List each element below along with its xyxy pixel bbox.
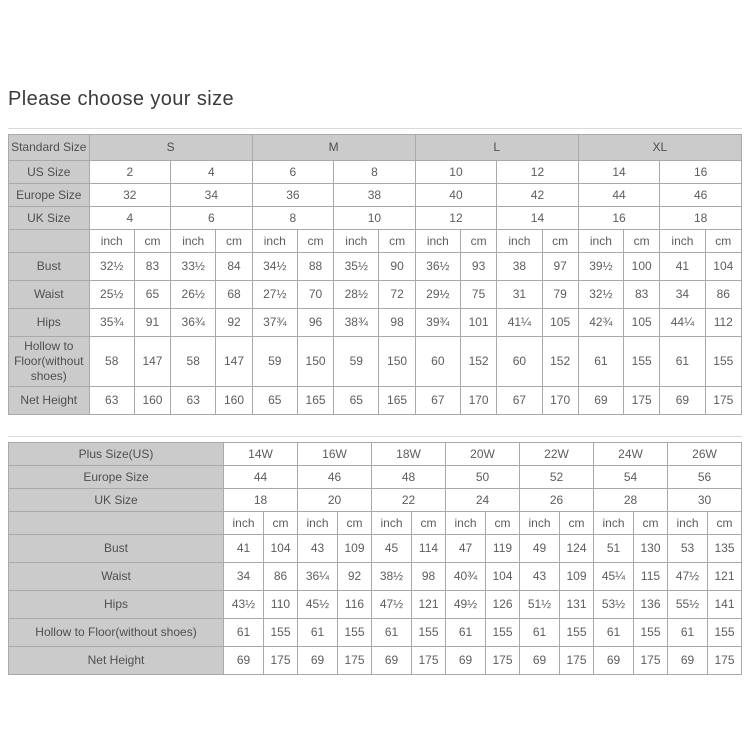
measurement-value-cell: 61 — [594, 619, 634, 647]
measurement-value-cell: 109 — [338, 535, 372, 563]
table-row — [9, 591, 742, 619]
size-value-cell: 18 — [660, 207, 742, 230]
measurement-value-cell: 98 — [412, 563, 446, 591]
measurement-value-cell: 69 — [520, 647, 560, 675]
size-value-cell: 14W — [224, 443, 298, 466]
divider-line — [8, 436, 742, 437]
size-value-cell: 18 — [224, 489, 298, 512]
measurement-value-cell: 175 — [338, 647, 372, 675]
measurement-label-cell: Net Height — [9, 387, 90, 415]
measurement-value-cell: 59 — [334, 337, 379, 387]
measurement-value-cell: 112 — [705, 309, 741, 337]
measurement-value-cell: 28½ — [334, 281, 379, 309]
measurement-value-cell: 79 — [542, 281, 578, 309]
measurement-value-cell: 130 — [634, 535, 668, 563]
size-value-cell: 18W — [372, 443, 446, 466]
measurement-value-cell: 34½ — [252, 253, 297, 281]
measurement-value-cell: 175 — [705, 387, 741, 415]
measurement-value-cell: 59 — [252, 337, 297, 387]
unit-cm-cell: cm — [264, 512, 298, 535]
measurement-value-cell: 170 — [542, 387, 578, 415]
measurement-value-cell: 110 — [264, 591, 298, 619]
page-title: Please choose your size — [8, 88, 234, 110]
measurement-value-cell: 58 — [89, 337, 134, 387]
measurement-value-cell: 51 — [594, 535, 634, 563]
measurement-value-cell: 34 — [660, 281, 705, 309]
measurement-value-cell: 175 — [634, 647, 668, 675]
measurement-value-cell: 38¾ — [334, 309, 379, 337]
measurement-value-cell: 100 — [624, 253, 660, 281]
measurement-value-cell: 150 — [379, 337, 415, 387]
table-row — [9, 161, 742, 184]
measurement-value-cell: 69 — [372, 647, 412, 675]
measurement-value-cell: 41 — [224, 535, 264, 563]
measurement-value-cell: 97 — [542, 253, 578, 281]
size-value-cell: 10 — [415, 161, 497, 184]
measurement-value-cell: 38½ — [372, 563, 412, 591]
measurement-value-cell: 45 — [372, 535, 412, 563]
size-value-cell: 36 — [252, 184, 334, 207]
measurement-value-cell: 170 — [460, 387, 496, 415]
measurement-value-cell: 41¼ — [497, 309, 542, 337]
size-value-cell: 28 — [594, 489, 668, 512]
measurement-value-cell: 65 — [134, 281, 170, 309]
measurement-value-cell: 114 — [412, 535, 446, 563]
measurement-value-cell: 25½ — [89, 281, 134, 309]
measurement-value-cell: 55½ — [668, 591, 708, 619]
unit-cm-cell: cm — [338, 512, 372, 535]
measurement-value-cell: 47½ — [668, 563, 708, 591]
measurement-value-cell: 49 — [520, 535, 560, 563]
size-value-cell: 32 — [89, 184, 171, 207]
table-row — [9, 135, 742, 161]
size-group-header-cell: XL — [578, 135, 741, 161]
measurement-value-cell: 121 — [708, 563, 742, 591]
measurement-value-cell: 61 — [660, 337, 705, 387]
measurement-value-cell: 53 — [668, 535, 708, 563]
measurement-value-cell: 29½ — [415, 281, 460, 309]
unit-cm-cell: cm — [634, 512, 668, 535]
measurement-value-cell: 33½ — [171, 253, 216, 281]
measurement-value-cell: 68 — [216, 281, 252, 309]
measurement-value-cell: 61 — [224, 619, 264, 647]
measurement-label-cell: Hollow to Floor(without shoes) — [9, 619, 224, 647]
corner-header-cell: Standard Size — [9, 135, 90, 161]
unit-inch-cell: inch — [660, 230, 705, 253]
measurement-value-cell: 43 — [298, 535, 338, 563]
measurement-value-cell: 83 — [134, 253, 170, 281]
measurement-value-cell: 175 — [264, 647, 298, 675]
measurement-value-cell: 47 — [446, 535, 486, 563]
table-row — [9, 309, 742, 337]
measurement-value-cell: 32½ — [89, 253, 134, 281]
unit-inch-cell: inch — [668, 512, 708, 535]
measurement-value-cell: 38 — [497, 253, 542, 281]
measurement-value-cell: 40¾ — [446, 563, 486, 591]
measurement-value-cell: 86 — [264, 563, 298, 591]
measurement-value-cell: 175 — [708, 647, 742, 675]
table-row — [9, 535, 742, 563]
measurement-value-cell: 104 — [486, 563, 520, 591]
size-value-cell: 26 — [520, 489, 594, 512]
size-value-cell: 44 — [578, 184, 660, 207]
measurement-value-cell: 84 — [216, 253, 252, 281]
size-value-cell: 30 — [668, 489, 742, 512]
unit-cm-cell: cm — [560, 512, 594, 535]
size-value-cell: 2 — [89, 161, 171, 184]
measurement-label-cell: Waist — [9, 281, 90, 309]
measurement-value-cell: 34 — [224, 563, 264, 591]
measurement-value-cell: 61 — [298, 619, 338, 647]
size-group-header-cell: L — [415, 135, 578, 161]
measurement-label-cell: Hips — [9, 591, 224, 619]
measurement-value-cell: 155 — [264, 619, 298, 647]
unit-inch-cell: inch — [497, 230, 542, 253]
size-value-cell: 4 — [89, 207, 171, 230]
measurement-value-cell: 131 — [560, 591, 594, 619]
divider-line — [8, 128, 742, 129]
measurement-value-cell: 175 — [624, 387, 660, 415]
table-row — [9, 489, 742, 512]
measurement-value-cell: 69 — [660, 387, 705, 415]
corner-empty-cell — [9, 512, 224, 535]
measurement-value-cell: 160 — [216, 387, 252, 415]
measurement-label-cell: Hips — [9, 309, 90, 337]
measurement-value-cell: 147 — [216, 337, 252, 387]
measurement-value-cell: 43½ — [224, 591, 264, 619]
measurement-value-cell: 69 — [668, 647, 708, 675]
size-value-cell: 14 — [578, 161, 660, 184]
measurement-value-cell: 160 — [134, 387, 170, 415]
measurement-value-cell: 92 — [216, 309, 252, 337]
unit-inch-cell: inch — [89, 230, 134, 253]
measurement-value-cell: 69 — [224, 647, 264, 675]
table-row — [9, 184, 742, 207]
unit-inch-cell: inch — [520, 512, 560, 535]
measurement-value-cell: 41 — [660, 253, 705, 281]
size-value-cell: 14 — [497, 207, 579, 230]
measurement-value-cell: 101 — [460, 309, 496, 337]
measurement-label-cell: Waist — [9, 563, 224, 591]
unit-inch-cell: inch — [578, 230, 623, 253]
measurement-value-cell: 152 — [542, 337, 578, 387]
unit-cm-cell: cm — [624, 230, 660, 253]
measurement-value-cell: 39½ — [578, 253, 623, 281]
unit-inch-cell: inch — [334, 230, 379, 253]
measurement-value-cell: 69 — [446, 647, 486, 675]
unit-cm-cell: cm — [297, 230, 333, 253]
measurement-value-cell: 61 — [446, 619, 486, 647]
unit-inch-cell: inch — [446, 512, 486, 535]
measurement-value-cell: 115 — [634, 563, 668, 591]
measurement-value-cell: 155 — [708, 619, 742, 647]
measurement-value-cell: 61 — [668, 619, 708, 647]
size-value-cell: 26W — [668, 443, 742, 466]
size-value-cell: 24W — [594, 443, 668, 466]
measurement-value-cell: 60 — [415, 337, 460, 387]
unit-cm-cell: cm — [542, 230, 578, 253]
table-row — [9, 619, 742, 647]
measurement-value-cell: 35¾ — [89, 309, 134, 337]
measurement-value-cell: 27½ — [252, 281, 297, 309]
measurement-value-cell: 105 — [542, 309, 578, 337]
measurement-label-cell: Hollow to Floor(without shoes) — [9, 337, 90, 387]
measurement-value-cell: 26½ — [171, 281, 216, 309]
measurement-value-cell: 39¾ — [415, 309, 460, 337]
measurement-value-cell: 104 — [705, 253, 741, 281]
unit-inch-cell: inch — [298, 512, 338, 535]
measurement-value-cell: 61 — [578, 337, 623, 387]
measurement-value-cell: 92 — [338, 563, 372, 591]
measurement-value-cell: 45¼ — [594, 563, 634, 591]
measurement-value-cell: 126 — [486, 591, 520, 619]
table-row — [9, 512, 742, 535]
measurement-value-cell: 61 — [372, 619, 412, 647]
table-row — [9, 387, 742, 415]
size-value-cell: 24 — [446, 489, 520, 512]
measurement-value-cell: 69 — [298, 647, 338, 675]
unit-cm-cell: cm — [705, 230, 741, 253]
measurement-value-cell: 53½ — [594, 591, 634, 619]
size-value-cell: 48 — [372, 466, 446, 489]
unit-cm-cell: cm — [379, 230, 415, 253]
measurement-value-cell: 136 — [634, 591, 668, 619]
unit-cm-cell: cm — [134, 230, 170, 253]
measurement-value-cell: 93 — [460, 253, 496, 281]
measurement-value-cell: 135 — [708, 535, 742, 563]
measurement-value-cell: 42¾ — [578, 309, 623, 337]
measurement-value-cell: 119 — [486, 535, 520, 563]
measurement-value-cell: 155 — [705, 337, 741, 387]
unit-cm-cell: cm — [412, 512, 446, 535]
measurement-value-cell: 175 — [486, 647, 520, 675]
measurement-label-cell: Bust — [9, 535, 224, 563]
measurement-value-cell: 63 — [171, 387, 216, 415]
size-value-cell: 16W — [298, 443, 372, 466]
measurement-value-cell: 155 — [338, 619, 372, 647]
unit-cm-cell: cm — [216, 230, 252, 253]
size-value-cell: 40 — [415, 184, 497, 207]
measurement-value-cell: 155 — [412, 619, 446, 647]
row-label-cell: Plus Size(US) — [9, 443, 224, 466]
measurement-value-cell: 83 — [624, 281, 660, 309]
measurement-value-cell: 150 — [297, 337, 333, 387]
unit-inch-cell: inch — [415, 230, 460, 253]
size-value-cell: 8 — [334, 161, 416, 184]
measurement-value-cell: 49½ — [446, 591, 486, 619]
measurement-value-cell: 60 — [497, 337, 542, 387]
size-value-cell: 16 — [660, 161, 742, 184]
table-row — [9, 466, 742, 489]
size-value-cell: 6 — [252, 161, 334, 184]
unit-inch-cell: inch — [372, 512, 412, 535]
size-value-cell: 22 — [372, 489, 446, 512]
table-row — [9, 337, 742, 387]
row-label-cell: UK Size — [9, 207, 90, 230]
unit-cm-cell: cm — [708, 512, 742, 535]
measurement-value-cell: 165 — [379, 387, 415, 415]
row-label-cell: UK Size — [9, 489, 224, 512]
unit-inch-cell: inch — [171, 230, 216, 253]
measurement-value-cell: 67 — [497, 387, 542, 415]
measurement-label-cell: Net Height — [9, 647, 224, 675]
measurement-value-cell: 44¼ — [660, 309, 705, 337]
size-value-cell: 46 — [298, 466, 372, 489]
size-value-cell: 54 — [594, 466, 668, 489]
measurement-value-cell: 63 — [89, 387, 134, 415]
unit-inch-cell: inch — [252, 230, 297, 253]
measurement-value-cell: 155 — [634, 619, 668, 647]
measurement-value-cell: 67 — [415, 387, 460, 415]
size-value-cell: 44 — [224, 466, 298, 489]
table-row — [9, 253, 742, 281]
unit-inch-cell: inch — [224, 512, 264, 535]
plus-size-table — [8, 442, 742, 675]
unit-cm-cell: cm — [460, 230, 496, 253]
measurement-value-cell: 43 — [520, 563, 560, 591]
size-value-cell: 6 — [171, 207, 253, 230]
size-value-cell: 12 — [415, 207, 497, 230]
measurement-value-cell: 75 — [460, 281, 496, 309]
corner-empty-cell — [9, 230, 90, 253]
measurement-value-cell: 70 — [297, 281, 333, 309]
measurement-value-cell: 88 — [297, 253, 333, 281]
size-value-cell: 56 — [668, 466, 742, 489]
table-row — [9, 443, 742, 466]
size-value-cell: 8 — [252, 207, 334, 230]
size-group-header-cell: S — [89, 135, 252, 161]
measurement-value-cell: 109 — [560, 563, 594, 591]
measurement-value-cell: 121 — [412, 591, 446, 619]
size-value-cell: 42 — [497, 184, 579, 207]
measurement-value-cell: 147 — [134, 337, 170, 387]
measurement-value-cell: 47½ — [372, 591, 412, 619]
table-row — [9, 281, 742, 309]
measurement-value-cell: 155 — [560, 619, 594, 647]
measurement-label-cell: Bust — [9, 253, 90, 281]
measurement-value-cell: 165 — [297, 387, 333, 415]
measurement-value-cell: 35½ — [334, 253, 379, 281]
measurement-value-cell: 116 — [338, 591, 372, 619]
table-row — [9, 563, 742, 591]
measurement-value-cell: 175 — [560, 647, 594, 675]
standard-size-table — [8, 134, 742, 415]
table-row — [9, 207, 742, 230]
size-value-cell: 52 — [520, 466, 594, 489]
row-label-cell: Europe Size — [9, 184, 90, 207]
measurement-value-cell: 65 — [334, 387, 379, 415]
measurement-value-cell: 98 — [379, 309, 415, 337]
size-value-cell: 20 — [298, 489, 372, 512]
size-value-cell: 50 — [446, 466, 520, 489]
measurement-value-cell: 104 — [264, 535, 298, 563]
measurement-value-cell: 105 — [624, 309, 660, 337]
measurement-value-cell: 69 — [578, 387, 623, 415]
measurement-value-cell: 91 — [134, 309, 170, 337]
size-value-cell: 38 — [334, 184, 416, 207]
size-value-cell: 34 — [171, 184, 253, 207]
row-label-cell: US Size — [9, 161, 90, 184]
size-value-cell: 20W — [446, 443, 520, 466]
measurement-value-cell: 152 — [460, 337, 496, 387]
size-group-header-cell: M — [252, 135, 415, 161]
measurement-value-cell: 32½ — [578, 281, 623, 309]
measurement-value-cell: 175 — [412, 647, 446, 675]
measurement-value-cell: 65 — [252, 387, 297, 415]
row-label-cell: Europe Size — [9, 466, 224, 489]
size-value-cell: 4 — [171, 161, 253, 184]
table-row — [9, 647, 742, 675]
measurement-value-cell: 45½ — [298, 591, 338, 619]
measurement-value-cell: 36¾ — [171, 309, 216, 337]
measurement-value-cell: 141 — [708, 591, 742, 619]
size-value-cell: 10 — [334, 207, 416, 230]
measurement-value-cell: 31 — [497, 281, 542, 309]
measurement-value-cell: 36¼ — [298, 563, 338, 591]
measurement-value-cell: 124 — [560, 535, 594, 563]
measurement-value-cell: 69 — [594, 647, 634, 675]
measurement-value-cell: 37¾ — [252, 309, 297, 337]
size-value-cell: 12 — [497, 161, 579, 184]
measurement-value-cell: 72 — [379, 281, 415, 309]
measurement-value-cell: 90 — [379, 253, 415, 281]
measurement-value-cell: 155 — [486, 619, 520, 647]
size-value-cell: 16 — [578, 207, 660, 230]
measurement-value-cell: 155 — [624, 337, 660, 387]
measurement-value-cell: 86 — [705, 281, 741, 309]
size-value-cell: 22W — [520, 443, 594, 466]
measurement-value-cell: 51½ — [520, 591, 560, 619]
measurement-value-cell: 61 — [520, 619, 560, 647]
unit-cm-cell: cm — [486, 512, 520, 535]
measurement-value-cell: 58 — [171, 337, 216, 387]
measurement-value-cell: 96 — [297, 309, 333, 337]
measurement-value-cell: 36½ — [415, 253, 460, 281]
table-row — [9, 230, 742, 253]
size-value-cell: 46 — [660, 184, 742, 207]
unit-inch-cell: inch — [594, 512, 634, 535]
